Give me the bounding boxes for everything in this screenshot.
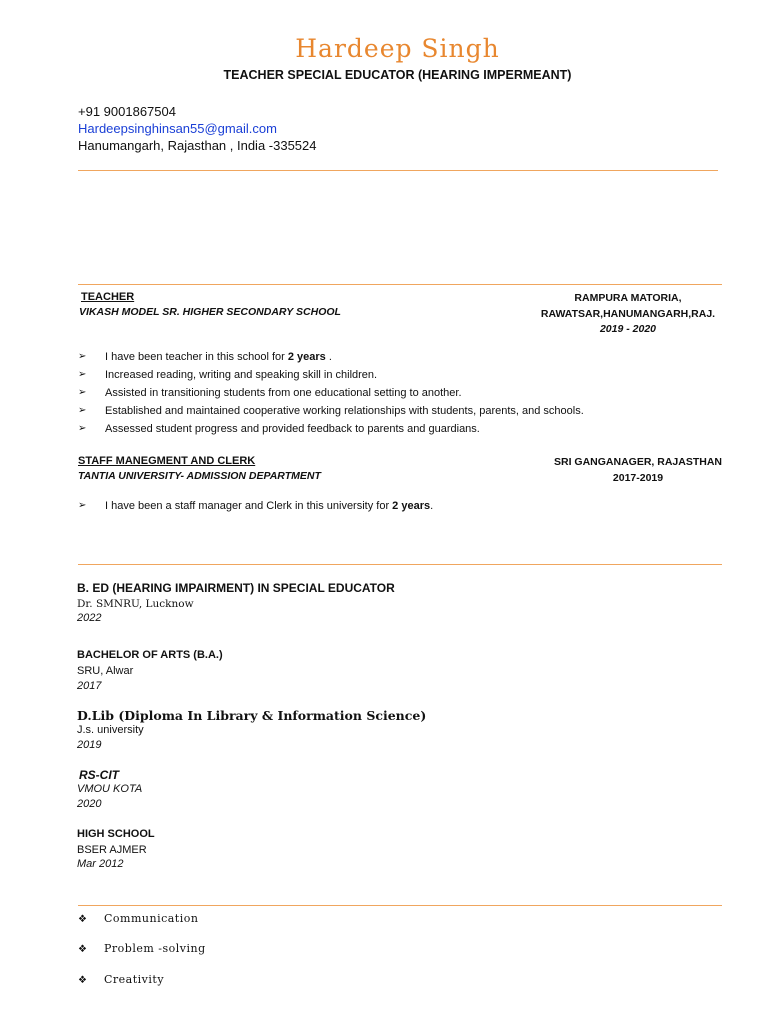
- job-location: RAMPURA MATORIA,: [574, 292, 682, 304]
- skill-item: ❖ Problem -solving: [78, 942, 206, 955]
- institution-name: VMOU KOTA: [77, 783, 143, 795]
- graduation-year: 2019: [77, 739, 102, 751]
- arrow-bullet-icon: ➢: [78, 351, 87, 362]
- job-duties-list: [78, 348, 738, 438]
- job-dates: 2019 - 2020: [599, 323, 657, 335]
- skill-item: ❖ Communication: [78, 912, 199, 925]
- institution-name: BSER AJMER: [77, 844, 147, 856]
- list-item: ➢ I have been a staff manager and Clerk in this university for 2 years.: [78, 497, 738, 515]
- list-item: ➢ Established and maintained cooperative working relationships with students, parents, and schools.: [78, 402, 738, 420]
- degree-title: B. ED (HEARING IMPAIRMENT) IN SPECIAL EDUCATOR: [77, 581, 395, 595]
- arrow-bullet-icon: ➢: [78, 423, 87, 434]
- graduation-year: 2022: [77, 612, 102, 624]
- arrow-bullet-icon: ➢: [78, 387, 87, 398]
- address: Hanumangarh, Rajasthan , India -335524: [78, 138, 317, 153]
- institution-name: SRU, Alwar: [77, 665, 134, 677]
- degree-title: BACHELOR OF ARTS (B.A.): [77, 649, 223, 661]
- divider: [78, 284, 722, 285]
- degree-title: D.Lib (Diploma In Library & Information Science): [77, 708, 427, 723]
- job-organization: TANTIA UNIVERSITY- ADMISSION DEPARTMENT: [78, 470, 321, 482]
- job-title: TEACHER: [81, 291, 135, 303]
- degree-title: HIGH SCHOOL: [77, 828, 155, 840]
- job-location-block: [530, 291, 726, 338]
- divider: [78, 170, 718, 171]
- graduation-year: 2017: [77, 680, 102, 692]
- phone-number: +91 9001867504: [78, 104, 176, 119]
- diamond-bullet-icon: ❖: [78, 944, 88, 955]
- degree-title: RS-CIT: [79, 768, 119, 782]
- diamond-bullet-icon: ❖: [78, 975, 88, 986]
- institution-name: Dr. SMNRU, Lucknow: [77, 598, 194, 610]
- graduation-year: 2020: [77, 798, 102, 810]
- job-location: RAWATSAR,HANUMANGARH,RAJ.: [540, 307, 716, 320]
- list-item: ➢ I have been teacher in this school for 2 years .: [78, 348, 738, 366]
- job-location: SRI GANGANAGER, RAJASTHAN: [553, 456, 722, 468]
- candidate-name: Hardeep Singh: [295, 34, 500, 63]
- list-item: ➢ Increased reading, writing and speaking skill in children.: [78, 366, 738, 384]
- job-headline: TEACHER SPECIAL EDUCATOR (HEARING IMPERMEANT): [223, 68, 572, 82]
- arrow-bullet-icon: ➢: [78, 500, 87, 511]
- job-title: STAFF MANEGMENT AND CLERK: [78, 455, 256, 467]
- job-organization: VIKASH MODEL SR. HIGHER SECONDARY SCHOOL: [79, 306, 341, 318]
- graduation-year: Mar 2012: [77, 858, 124, 870]
- diamond-bullet-icon: ❖: [78, 914, 88, 925]
- divider: [78, 905, 722, 906]
- arrow-bullet-icon: ➢: [78, 369, 87, 380]
- skill-item: ❖ Creativity: [78, 973, 165, 986]
- institution-name: J.s. university: [77, 724, 144, 736]
- email-link[interactable]: Hardeepsinghinsan55@gmail.com: [78, 121, 277, 136]
- job-location-block: [540, 455, 736, 486]
- list-item: ➢ Assessed student progress and provided feedback to parents and guardians.: [78, 420, 738, 438]
- job-dates: 2017-2019: [612, 471, 664, 484]
- divider: [78, 564, 722, 565]
- list-item: ➢ Assisted in transitioning students from one educational setting to another.: [78, 384, 738, 402]
- job-duties-list: [78, 497, 738, 515]
- arrow-bullet-icon: ➢: [78, 405, 87, 416]
